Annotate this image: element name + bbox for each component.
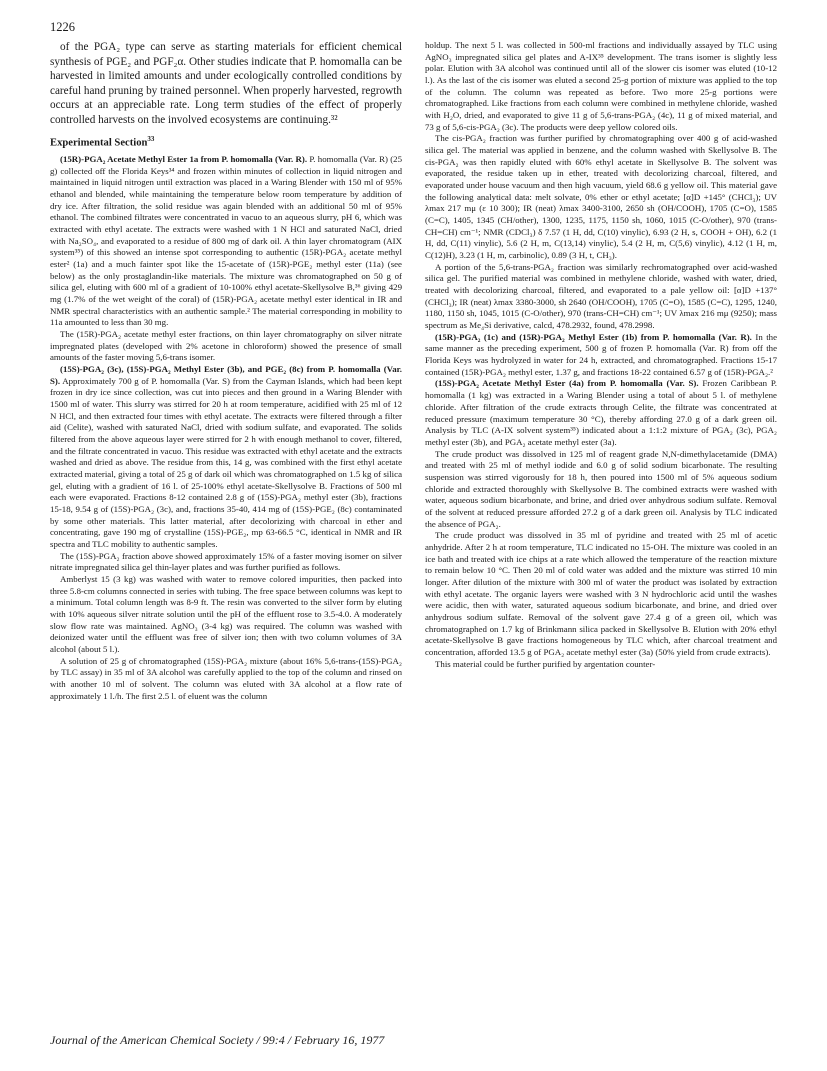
intro-paragraph: of the PGA₂ type can serve as starting materials for efficient chemical synthesis of PGE₂ and PGF₂α. Other studies indicate that P. homomalla can be harvested in limited amounts and under ecologically controlled conditions by careful hand pruning by trained personnel. When properly harvested, regrowth occurs at an appreciable rate. Long term studies of the effect of properly controlled harvests on the involved ecosystems are continuing.³² xyxy=(50,41,402,126)
paragraph-text: P. homomalla (Var. R) (25 g) collected off the Florida Keys³⁴ and frozen within minutes of collection in liquid nitrogen and maintained in liquid nitrogen until extraction was placed in a Waring Blender with 150 ml of 95% ethanol and blended, while maintaining the temperature below room temperature by addition of dry ice. After filtration, the solid residue was again blended with an additional 50 ml of 95% ethanol. The combined filtrates were concentrated in vacuo to an aqueous slurry, pH 6, which was extracted with ethyl acetate. The extracts were washed with 1 N HCl and saturated NaCl, dried with Na₂SO₄, and evaporated to a residue of 800 mg of dark oil. A thin layer chromatogram (AIX system³⁵) of this showed an intense spot corresponding to authentic (15R)-PGA₂ acetate methyl ester² (1a) and a much fainter spot like the 15-acetate of (15R)-PGE₂ methyl ester (11a) (see below) as the only prostaglandin-like materials. The mixture was chromatographed on 50 g of silica gel, eluting with 600 ml of a gradient of 10-100% ethyl acetate-Skellysolve B,³⁶ giving 429 mg (1.7% of the wet weight of the coral) of (15R)-PGA₂ acetate methyl ester identical in IR and NMR spectral characteristics with an authentic sample.² The material corresponding in mobility to 11a amounted to less than 30 mg. xyxy=(50,153,402,328)
paragraph: holdup. The next 5 l. was collected in 500-ml fractions and individually assayed by TLC using AgNO₃ impregnated silica gel plates and A-IX³⁵ development. The trans isomer is slightly less polar. Elution with 3A alcohol was continued until all of the slower cis isomer was eluted (10-12 l.). As the last of the cis isomer was eluted a second 25-g portion of mixture was applied to the top of the column. The column was repeated as before. Two more 25-g portions were chromatographed. Like fractions from each column were combined in methylene chloride, washed with H₂O, dried, and evaporated to give 11 g of 5,6-trans-PGA₂ (4c), 11 g of mixed material, and 73 g of 5,6-cis-PGA₂ (3c). The products were deep yellow colored oils. xyxy=(425,40,777,132)
page-number: 1226 xyxy=(50,20,75,34)
paragraph: The (15S)-PGA₂ fraction above showed approximately 15% of a faster moving isomer on silver nitrate impregnated silica gel thin-layer plates and was further purified as follows. xyxy=(50,550,402,573)
paragraph: Amberlyst 15 (3 kg) was washed with water to remove colored impurities, then packed into three 5.8-cm columns connected in series with tubing. The free space between columns was kept to a minimum. Total column length was 8-9 ft. The resin was converted to the silver form by eluting with 10% aqueous silver nitrate solution until the pH of the effluent rose to 3.5-4.0. A moderately slow flow rate was maintained. AgNO₃ (3-4 kg) was required. The column was washed with deionized water until the effluent was free of silver ion; then with two column volumes of 3A alcohol (about 5 l.). xyxy=(50,574,402,655)
paragraph-heading: (15R)-PGA₂ (1c) and (15R)-PGA₂ Methyl Ester (1b) from P. homomalla (Var. R). xyxy=(435,331,752,342)
paragraph-heading: (15R)-PGA₂ Acetate Methyl Ester 1a from P. homomalla (Var. R). xyxy=(60,153,308,164)
paragraph xyxy=(50,154,402,329)
right-column xyxy=(425,40,777,1000)
paragraph: The crude product was dissolved in 35 ml of pyridine and treated with 25 ml of acetic anhydride. After 2 h at room temperature, TLC indicated no 15-OH. The mixture was cooled in an ice bath and treated with ice chips at a rate which allowed the temperature of the reaction mixture to remain below 10 °C. Then 20 ml of cold water was added and the mixture was stirred 10 min longer. After dilution of the mixture with 300 ml of water the product was isolated by extraction with ethyl acetate. The organic layers were washed with 3 N hydrochloric acid until the washes were acidic, then with water, saturated aqueous sodium bicarbonate, and brine, and dried over anhydrous sodium sulfate. Removal of the solvent gave 27.4 g of a green oil, which was chromatographed on 1.7 kg of Brinkmann silica packed in Skellysolve B. Elution with 20% ethyl acetate-Skellysolve B gave fractions homogeneous by TLC which, after charcoal treatment and concentration, afforded 13.5 g of PGA₂ acetate methyl ester (3a) (50% yield from crude extracts). xyxy=(425,530,777,657)
paragraph xyxy=(425,378,777,448)
section-ref: 33 xyxy=(147,135,155,144)
paragraph-text: In the same manner as the preceding experiment, 500 g of frozen P. homomalla (Var. R) from off the Florida Keys was hydrolyzed in water for 24 h, extracted, and chromatographed. Fractions 15-17 contained (15R)-PGA₂ methyl ester, 1.37 g, and fractions 18-22 contained 6.57 g of (15R)-PGA₂.² xyxy=(425,331,778,377)
paragraph: This material could be further purified by argentation counter- xyxy=(435,658,656,669)
paragraph: The crude product was dissolved in 125 ml of reagent grade N,N-dimethylacetamide (DMA) and treated with 25 ml of methyl iodide and 6.0 g of solid sodium bicarbonate. The resulting suspension was stirred vigorously for 18 h, then poured into 1500 ml of 5% aqueous sodium chloride and extracted thoroughly with Skellysolve B. The combined extracts were washed with water, aqueous sodium bicarbonate, and brine, and dried over anhydrous sodium sulfate. Removal of the solvent at reduced pressure afforded 27.2 g of a dark green oil. Analysis by TLC indicated the absence of PGA₂. xyxy=(425,448,777,529)
paragraph: A solution of 25 g of chromatographed (15S)-PGA₂ mixture (about 16% 5,6-trans-(15S)-PGA₂ by TLC assay) in 35 ml of 3A alcohol was carefully applied to the top of the column and rinsed on with another 10 ml of solvent. The column was eluted with 3A alcohol at a flow rate of approximately 1 l./h. The first 2.5 l. of eluent was the column xyxy=(50,655,402,701)
paragraph xyxy=(50,364,402,551)
left-column xyxy=(50,40,402,1000)
experimental-section-heading xyxy=(50,135,402,151)
article-body xyxy=(50,40,777,1000)
paragraph xyxy=(425,332,777,379)
paragraph: A portion of the 5,6-trans-PGA₂ fraction was similarly rechromatographed over acid-washed silica gel. The purified material was combined in methylene chloride, washed with water, dried, treated with decolorizing charcoal, filtered, and evaporated to a pale yellow oil: [α]D +137° (CHCl₃); IR (neat) λmax 3380-3000, sh 2640 (OH/COOH), 1705 (C=O), 1585 (C=C), 1295, 1240, 1180, 1150 sh, 1045, 1015 (C-O/other), 970 (trans-CH=CH) cm⁻¹; UV λmax 216 mμ (9250); mass spectrum as Me₄Si derivative, calcd, 478.2932, found, 478.2998. xyxy=(425,261,777,331)
paragraph: The (15R)-PGA₂ acetate methyl ester fractions, on thin layer chromatography on silver nitrate impregnated plates (developed with 2% acetone in chloroform) showed the presence of small amounts of the faster moving 5,6-trans isomer. xyxy=(50,328,402,363)
paragraph: The cis-PGA₂ fraction was further purified by chromatographing over 400 g of acid-washed silica gel. The material was applied in benzene, and the column washed with Skellysolve B. The cis-PGA₂ was then rapidly eluted with 60% ethyl acetate in Skellysolve B. The solvent was evaporated, the residue taken up in ether, treated with decolorizing charcoal, filtered, and evaporated under house vacuum and then high vacuum, yield 68.6 g yellow oil. This material gave the following analytical data: melt solvate, 0% ether or ethyl acetate; [α]D +145° (CHCl₃); UV λmax 217 mμ (ε 10 300); IR (neat) λmax 3400-3100, 2650 sh (OH/COOH), 1705 (C=O), 1585 (C=C), 1405, 1345 (CH/other), 1300, 1235, 1175, 1150 sh, 1060, 1015 (C-O/other), 970 (trans-CH=CH) cm⁻¹; NMR (CDCl₃) δ 7.57 (1 H, dd, C(10) vinylic), 6.93 (2 H, s, COOH + OH), 6.2 (1 H, dd, C(11) vinylic), 5.6 (2 H, m, C(13,14) vinylic), 5.4 (2 H, m, C(5,6) vinylic), 4.12 (1 H, m, C(12)H), 3.23 (1 H, m, carbinolic), 0.89 (3 H, t, CH₃). xyxy=(425,133,777,261)
paragraph-heading: (15S)-PGA₂ Acetate Methyl Ester (4a) from P. homomalla (Var. S). xyxy=(435,378,699,389)
journal-footer: Journal of the American Chemical Society / 99:4 / February 16, 1977 xyxy=(50,1033,385,1047)
paragraph-heading: (15S)-PGA₂ (3c), (15S)-PGA₂ Methyl Ester (3b), and PGE₂ (8c) from P. homomalla (Var. S). xyxy=(50,363,402,386)
section-title: Experimental Section xyxy=(50,137,148,149)
paragraph-text: Approximately 700 g of P. homomalla (Var. S) from the Cayman Islands, which had been kept frozen in dry ice since collection, was cut into pieces and then ground in a Waring Blender with 1500 ml of water. This slurry was stirred for 20 h at room temperature, acidified with 25 ml of 12 N HCl, and then extracted four times with ethyl acetate. The extracts were filtered through a filter aid (Celite), washed with saturated NaCl, dried with sodium sulfate, and evaporated. The solids filtered from the above aqueous layer were stirred for 2 h with enough methanol to cover, filtered, and the filtrate concentrated in vacuo. This residue was extracted with ethyl acetate and the extracts washed and dried as above. The residue from this, 14 g, was combined with the first ethyl acetate extracted material, giving a total of 25 g of dark oil which was chromatographed on 1.5 kg of silica gel, eluting with a gradient of 16 l. of 25-100% ethyl acetate-Skellysolve B. Fractions of 500 ml each were evaporated. Fractions 8-12 contained 2.8 g of (15S)-PGA₂ methyl ester (3b), fractions 15-18, 9.54 g of (15S)-PGA₂ (3c), and, fractions 35-40, 414 mg of (15S)-PGE₂ (8c) contaminated by some other materials. This latter material, after decolorizing with charcoal in ether and concentrating, gave 190 mg of crystalline (15S)-PGE₂, mp 63-66.5 °C, identical in NMR and IR spectra and TLC mobility to authentic samples. xyxy=(50,375,402,550)
paragraph-text: Frozen Caribbean P. homomalla (1 kg) was extracted in a Waring Blender using a total of about 5 l. of methylene chloride. After filtration of the crude extracts through Celite, the filtrate was concentrated at reduced pressure (maximum temperature 30 °C), thereby affording 27.0 g of a dark green oil. Analysis by TLC (A-IX solvent system³⁵) indicated about a 1:1:2 mixture of PGA₂ (3c), PGA₂ methyl ester (3b), and PGA₂ acetate methyl ester (3a). xyxy=(425,378,777,447)
